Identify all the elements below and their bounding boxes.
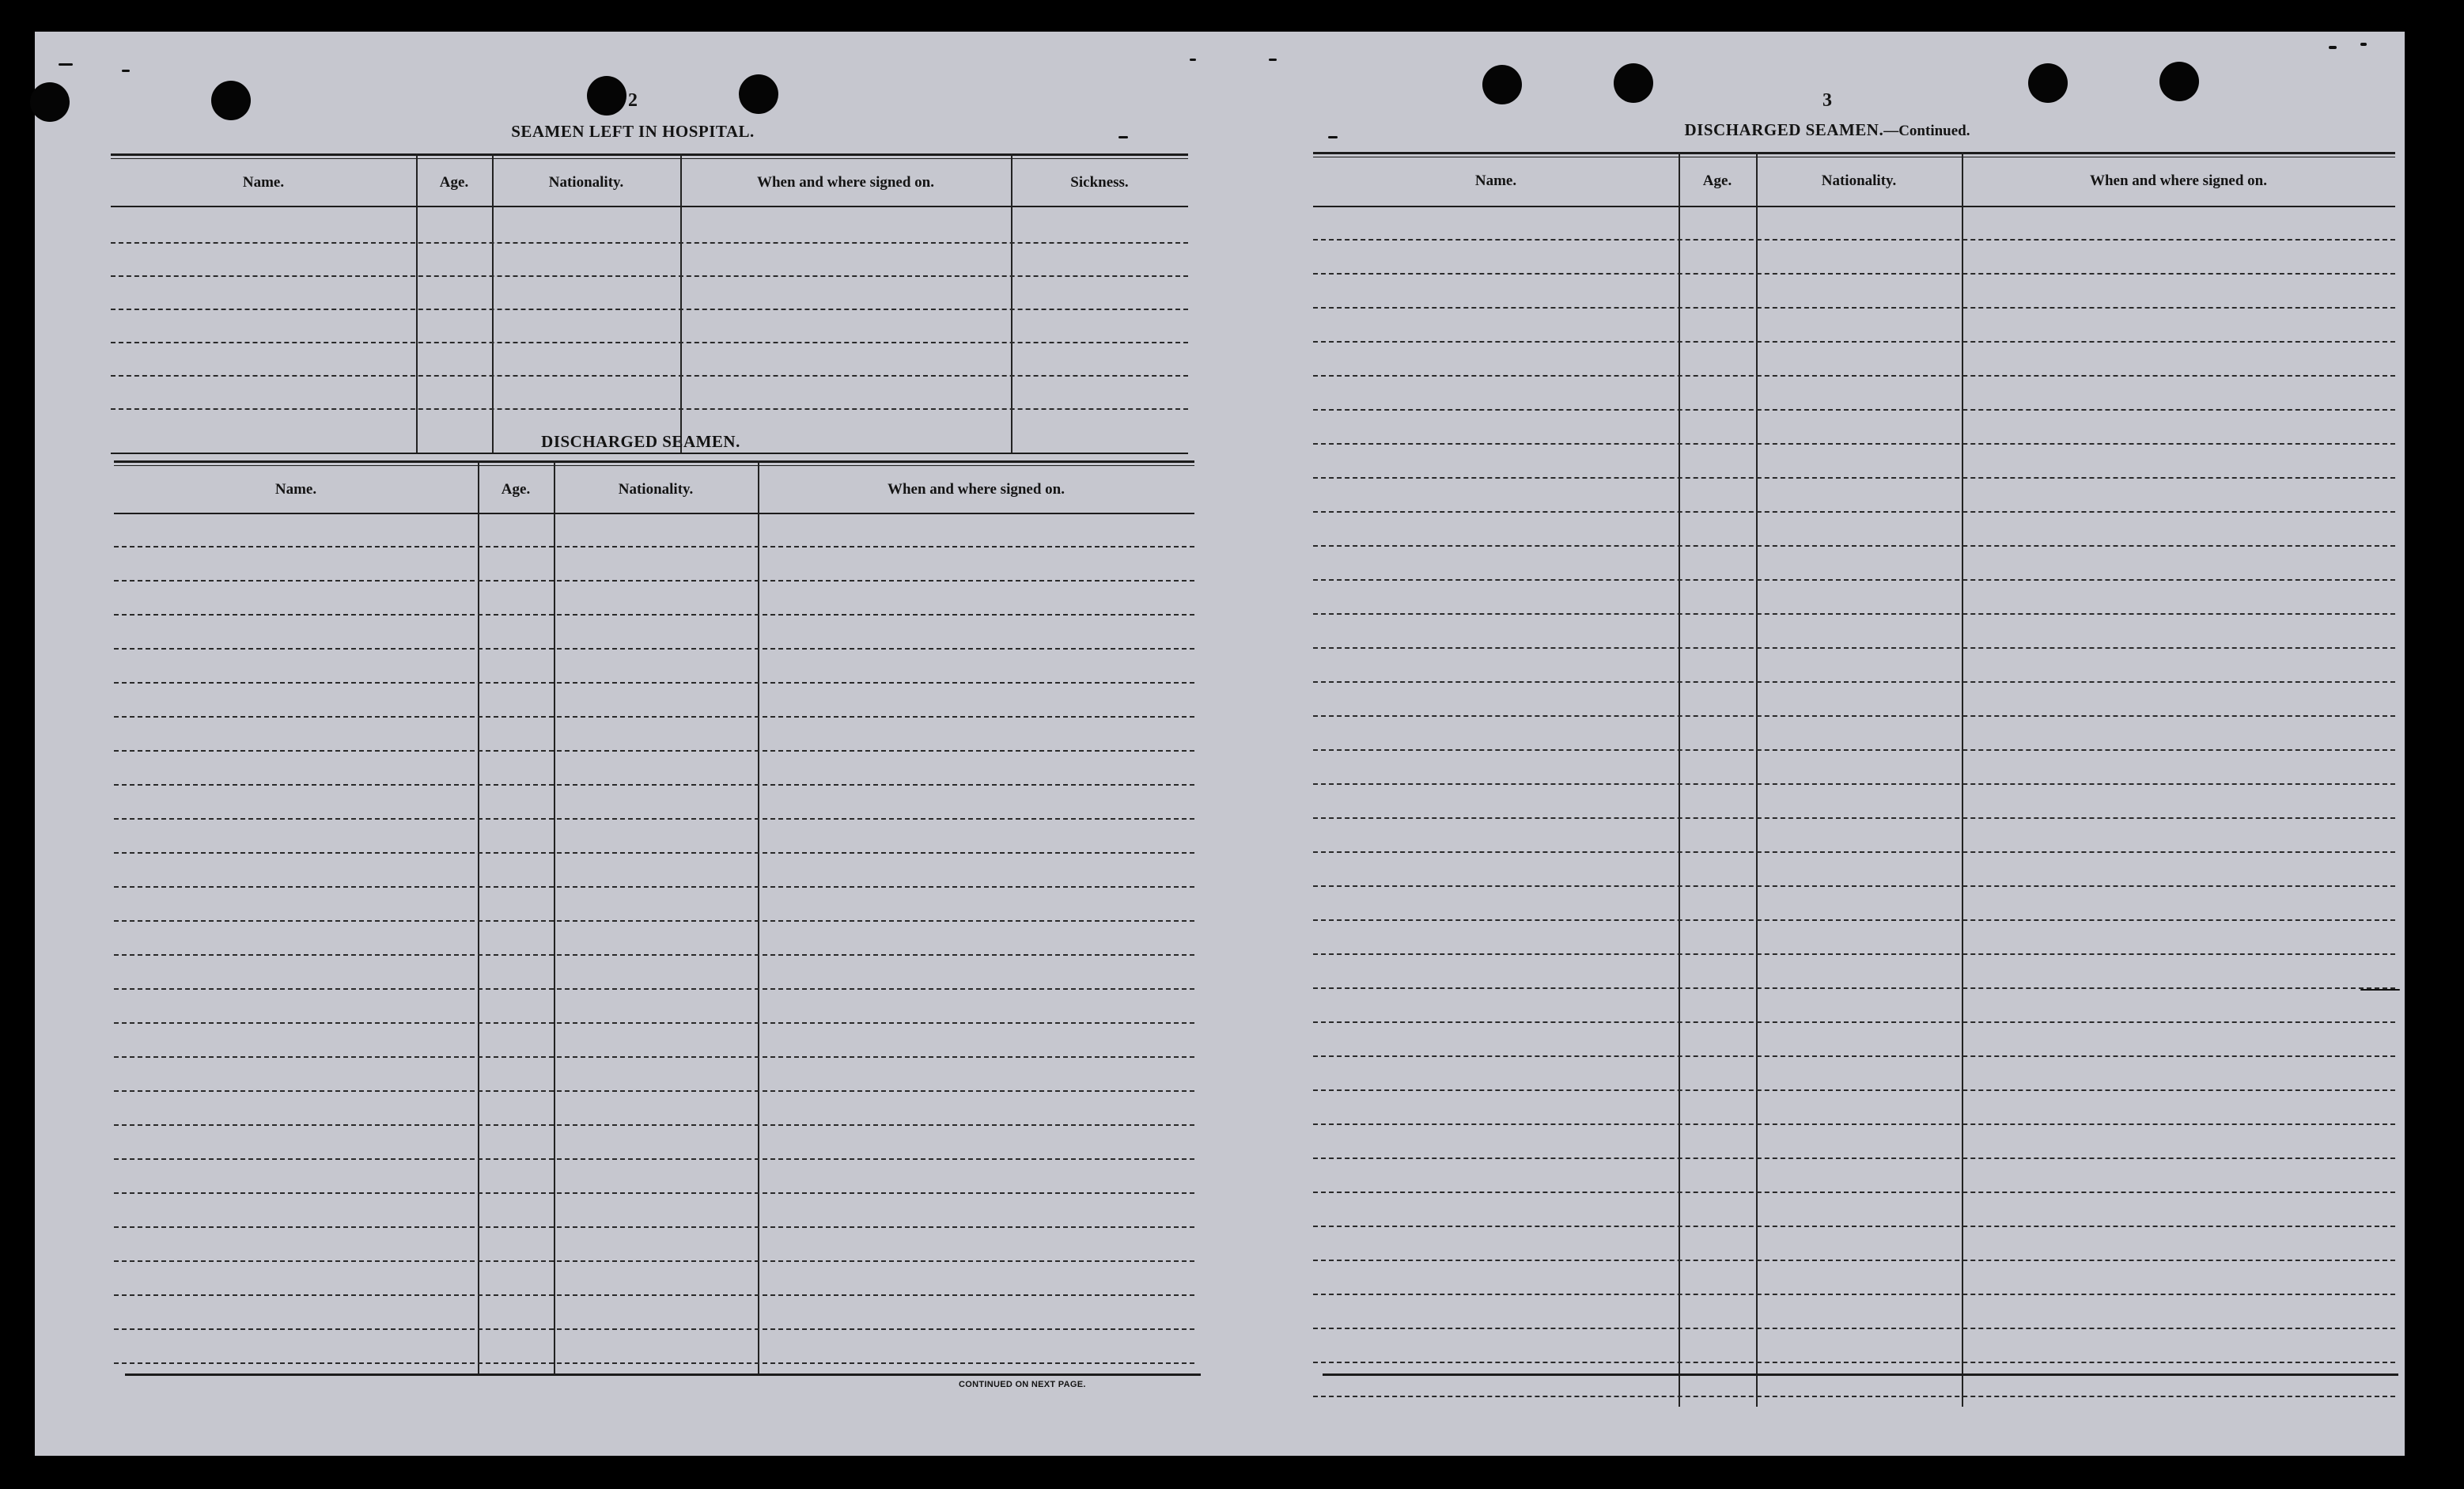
- table-top-rule: [1313, 152, 2395, 157]
- speck: [1328, 136, 1338, 138]
- table-row: [111, 375, 1188, 377]
- punch-hole: [211, 81, 251, 120]
- column-header-nationality: Nationality.: [618, 481, 694, 498]
- speck: [1118, 136, 1128, 138]
- column-header-when-where: When and where signed on.: [887, 481, 1065, 498]
- table-row: [114, 988, 1194, 990]
- speck: [1190, 59, 1196, 61]
- table-row: [1313, 817, 2395, 819]
- table-row: [1313, 477, 2395, 479]
- discharged-table-right: [1313, 152, 2395, 1407]
- table-row: [114, 682, 1194, 684]
- column-divider: [1962, 152, 1963, 1407]
- table-row: [114, 954, 1194, 956]
- header-bottom-rule: [111, 206, 1188, 207]
- table-row: [114, 1192, 1194, 1194]
- table-row: [114, 1362, 1194, 1364]
- table-row: [114, 1226, 1194, 1228]
- table-row: [1313, 1055, 2395, 1057]
- column-header-sickness: Sickness.: [1070, 174, 1129, 191]
- table-row: [1313, 239, 2395, 241]
- table-row: [114, 716, 1194, 718]
- column-divider: [1756, 152, 1758, 1407]
- hospital-section-title: SEAMEN LEFT IN HOSPITAL.: [511, 122, 755, 141]
- table-row: [1313, 375, 2395, 377]
- table-row: [114, 614, 1194, 616]
- table-row: [1313, 1328, 2395, 1329]
- table-row: [1313, 647, 2395, 649]
- table-row: [1313, 953, 2395, 955]
- punch-hole: [2028, 63, 2068, 103]
- table-row: [1313, 511, 2395, 513]
- table-row: [1313, 885, 2395, 887]
- header-bottom-rule: [114, 513, 1194, 514]
- table-row: [1313, 851, 2395, 853]
- speck: [2329, 46, 2337, 49]
- table-row: [114, 580, 1194, 582]
- table-row: [1313, 681, 2395, 683]
- column-divider: [554, 460, 555, 1375]
- column-header-when-where: When and where signed on.: [2089, 172, 2267, 189]
- column-divider: [1679, 152, 1680, 1407]
- punch-hole: [739, 74, 778, 114]
- speck: [59, 63, 73, 66]
- table-row: [111, 242, 1188, 244]
- table-row: [1313, 409, 2395, 411]
- speck: [1269, 59, 1277, 61]
- speck: [122, 70, 130, 72]
- table-row: [114, 1260, 1194, 1262]
- table-row: [1313, 1362, 2395, 1363]
- punch-hole: [2159, 62, 2199, 101]
- table-row: [114, 818, 1194, 820]
- discharged-section-title: DISCHARGED SEAMEN.: [541, 432, 740, 451]
- column-header-when-where: When and where signed on.: [756, 174, 934, 191]
- table-row: [111, 309, 1188, 310]
- hospital-table: [111, 153, 1188, 453]
- table-row: [114, 1158, 1194, 1160]
- table-row: [1313, 715, 2395, 717]
- table-row: [1313, 1260, 2395, 1261]
- table-top-rule: [114, 460, 1194, 466]
- page-bottom-rule-right: [1323, 1373, 2398, 1376]
- column-header-age: Age.: [439, 174, 469, 191]
- table-row: [114, 852, 1194, 854]
- table-row: [1313, 579, 2395, 581]
- continued-note: CONTINUED ON NEXT PAGE.: [959, 1380, 1086, 1389]
- table-row: [1313, 1089, 2395, 1091]
- table-row: [111, 275, 1188, 277]
- column-header-name: Name.: [274, 481, 317, 498]
- table-row: [1313, 341, 2395, 343]
- table-row: [114, 784, 1194, 786]
- table-row: [1313, 613, 2395, 615]
- header-bottom-rule: [1313, 206, 2395, 207]
- column-divider: [758, 460, 759, 1375]
- table-row: [1313, 1226, 2395, 1227]
- punch-hole: [587, 76, 626, 116]
- table-row: [114, 886, 1194, 888]
- table-row: [114, 1090, 1194, 1092]
- table-row: [114, 1328, 1194, 1330]
- column-header-name: Name.: [242, 174, 285, 191]
- column-header-name: Name.: [1474, 172, 1517, 189]
- table-row: [114, 1124, 1194, 1126]
- punch-hole: [1482, 65, 1522, 104]
- table-row: [114, 1294, 1194, 1296]
- table-row: [1313, 987, 2395, 989]
- table-row: [1313, 443, 2395, 445]
- table-row: [114, 546, 1194, 547]
- table-row: [111, 342, 1188, 343]
- table-row: [114, 1022, 1194, 1024]
- table-row: [114, 1056, 1194, 1058]
- column-divider: [478, 460, 479, 1375]
- table-row: [111, 408, 1188, 410]
- column-header-nationality: Nationality.: [548, 174, 624, 191]
- page-number-left: 2: [628, 90, 638, 111]
- table-row: [1313, 1294, 2395, 1295]
- column-header-nationality: Nationality.: [1821, 172, 1897, 189]
- table-row: [114, 750, 1194, 752]
- ledger-sheet: [35, 32, 2405, 1456]
- table-row: [1313, 307, 2395, 309]
- page-number-right: 3: [1822, 90, 1832, 111]
- table-row: [1313, 1021, 2395, 1023]
- discharged-continued-title: [1685, 120, 1970, 140]
- punch-hole: [30, 82, 70, 122]
- table-row: [1313, 545, 2395, 547]
- punch-hole: [1614, 63, 1653, 103]
- table-row: [1313, 1123, 2395, 1125]
- table-bottom-rule: [111, 453, 1188, 454]
- table-row: [1313, 1396, 2395, 1397]
- discharged-table-left: [114, 460, 1194, 1375]
- table-row: [1313, 783, 2395, 785]
- speck: [2360, 43, 2367, 46]
- table-top-rule: [111, 153, 1188, 159]
- table-row: [1313, 919, 2395, 921]
- table-row: [1313, 273, 2395, 275]
- table-row: [1313, 1157, 2395, 1159]
- title-continued: —Continued.: [1883, 123, 1970, 139]
- table-row: [114, 648, 1194, 650]
- column-header-age: Age.: [501, 481, 531, 498]
- page-bottom-rule-left: [125, 1373, 1201, 1376]
- column-header-age: Age.: [1702, 172, 1732, 189]
- table-row: [1313, 749, 2395, 751]
- table-row: [1313, 1192, 2395, 1193]
- table-row: [114, 920, 1194, 922]
- title-text: DISCHARGED SEAMEN.: [1684, 120, 1884, 139]
